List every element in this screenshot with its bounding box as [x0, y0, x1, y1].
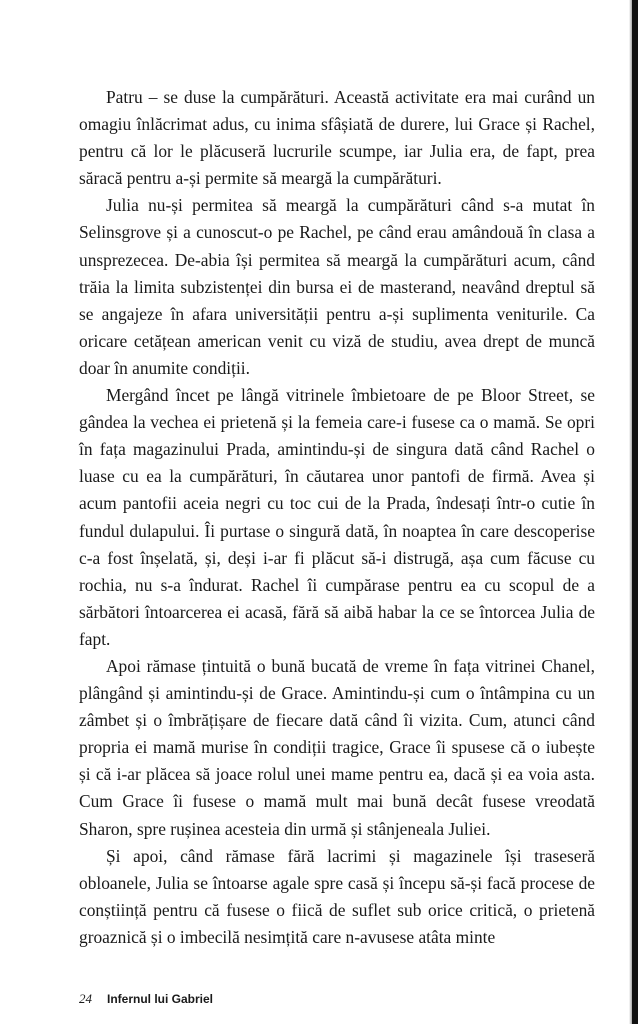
paragraph: Apoi rămase țintuită o bună bucată de vreme în fața vitrinei Chanel, plângând și amintindu-și de Grace. Amintindu-și cum o întâmpina cu un zâmbet și o îmbrățișare de fiecare dată când îi vizita. Cum, atunci când propria ei mamă murise în condiții tragice, Grace îi spusese că o iubește și că i-ar plăcea să joace rolul unei mame pentru ea, dacă și ea voia asta. Cum Grace îi fusese o mamă mult mai bună decât fusese vreodată Sharon, spre rușinea acesteia din urmă și stânjeneala Juliei. [79, 655, 595, 839]
paragraph: Patru – se duse la cumpărături. Această activitate era mai curând un omagiu înlăcrimat adus, cu inima sfâșiată de durere, lui Grace și Rachel, pentru că lor le plăcuseră lucrurile scumpe, iar Julia era, de fapt, prea săracă pentru a-și permite să meargă la cumpărături. [79, 87, 595, 189]
paragraph: Și apoi, când rămase fără lacrimi și magazinele își traseseră obloanele, Julia se întoarse agale spre casă și începu să-și facă procese de conștiință pentru că fusese o fiică de suflet sub orice critică, o prietenă groaznică și o imbecilă nesimțită care n-avusese atâta minte [79, 845, 595, 947]
book-text-block [79, 84, 595, 951]
page-number: 24 [79, 991, 92, 1006]
paragraph: Julia nu-și permitea să meargă la cumpărături când s-a mutat în Selinsgrove și a cunoscut-o pe Rachel, pe când erau amândouă în clasa a unsprezecea. De-abia își permitea să meargă la cumpărături acum, când trăia la limita subzistenței din bursa ei de masterand, neavând dreptul să se angajeze în afara universității pentru a-și suplimenta veniturile. Ca oricare cetățean american venit cu viză de studiu, avea drept de muncă doar în anumite condiții. [79, 195, 595, 378]
running-title: Infernul lui Gabriel [107, 992, 214, 1006]
page-footer [79, 992, 213, 1006]
paragraph: Mergând încet pe lângă vitrinele îmbietoare de pe Bloor Street, se gândea la vechea ei prietenă și la femeia care-i fusese ca o mamă. Se opri în fața magazinului Prada, amintindu-și de singura dată când Rachel o luase cu ea la cumpărături, în căutarea unor pantofi de firmă. Avea și acum pantofii aceia negri cu toc cui de la Prada, îndesați într-o cutie în fundul dulapului. Îi purtase o singură dată, în noaptea în care descoperise c-a fost înșelată, și, deși i-ar fi plăcut să-i distrugă, așa cum făcuse cu rochia, nu s-a îndurat. Rachel îi cumpărase pentru ea cu scopul de a sărbători întoarcerea ei acasă, fără să aibă habar la ce se întorcea Julia de fapt. [79, 385, 595, 649]
page-edge-shadow [632, 0, 638, 1024]
